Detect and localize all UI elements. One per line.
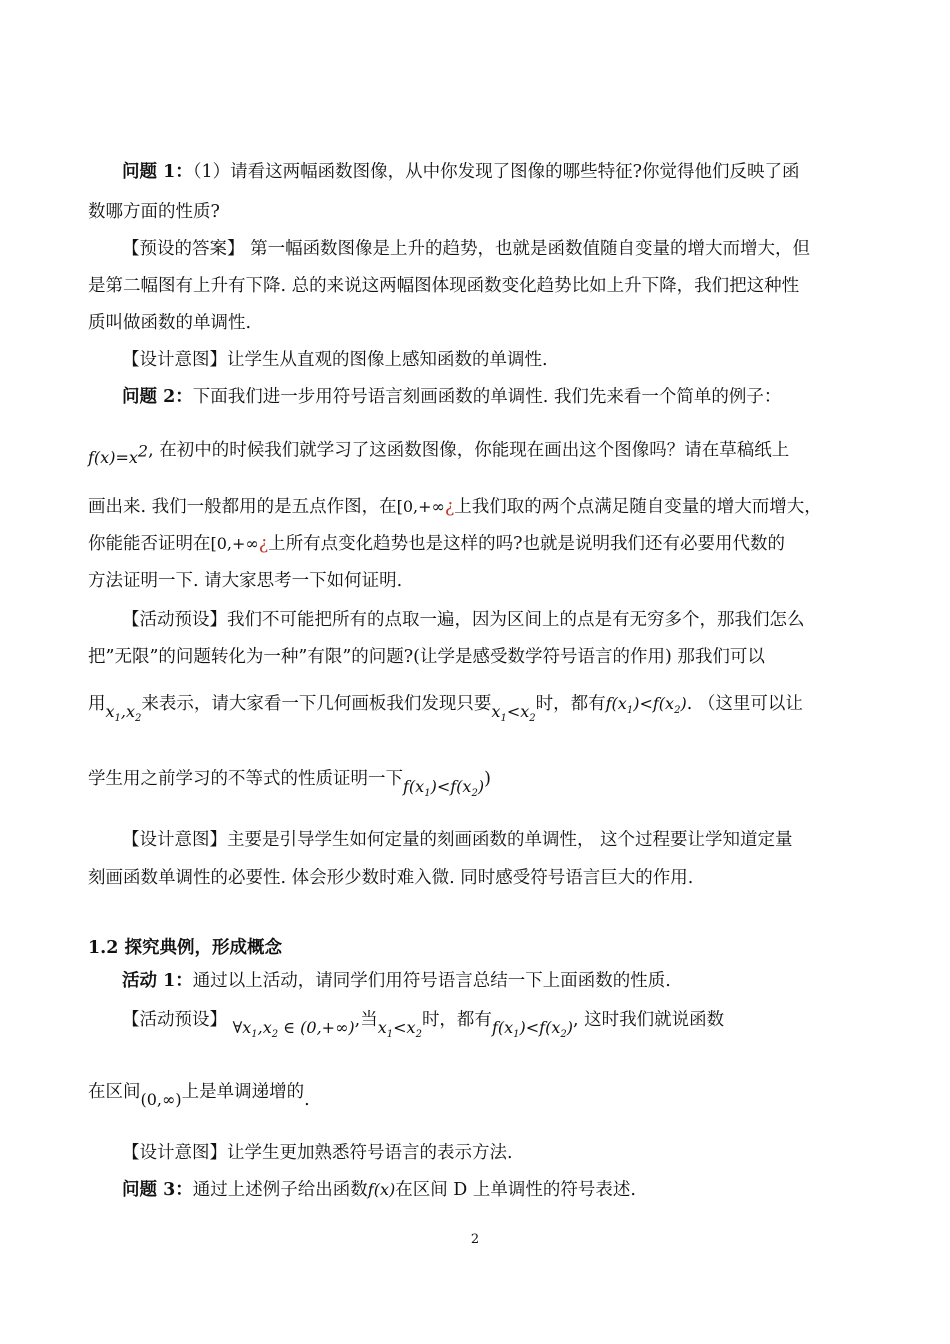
activity-preset2-label: 【活动预设】	[122, 1010, 227, 1030]
preset-answer-line3: 质叫做函数的单调性.	[88, 313, 252, 333]
interval-2: [0,+∞	[210, 534, 259, 553]
ap1-text-e: 学生用之前学习的不等式的性质证明一下	[88, 769, 403, 789]
q3-text-b: 在区间 D 上单调性的符号表述.	[395, 1180, 636, 1200]
q3-text-a: 通过上述例子给出函数	[192, 1180, 368, 1200]
activity-preset1-line3	[88, 692, 880, 723]
design-intent-3	[122, 1141, 880, 1165]
q2-after-formula: , 在初中的时候我们就学习了这函数图像，你能现在画出这个图像吗？请在草稿纸上	[148, 440, 790, 461]
q2-line3-tail: 上我们取的两个点满足随自变量的增大而增大，	[454, 497, 822, 517]
activity-preset1-line4	[88, 767, 880, 798]
q2-text: 下面我们进一步用符号语言刻画函数的单调性. 我们先来看一个简单的例子：	[192, 387, 782, 407]
ap2-text-d: , 这时我们就说函数	[573, 1010, 725, 1030]
design-intent-2-line1	[122, 828, 880, 852]
ap2-text-e: 在区间	[88, 1082, 141, 1102]
ap2-text-c: 时，都有	[421, 1010, 492, 1030]
design-intent-2-line2: 刻画函数单调性的必要性. 体会形少数时难入微. 同时感受符号语言巨大的作用.	[88, 868, 694, 888]
formula-fx1-lt-fx2-c: $f(x_1)<f(x_2)$	[491, 1018, 573, 1041]
q2-line3	[88, 495, 880, 519]
q2-line4-tail: 上所有点变化趋势也是这样的吗?也就是说明我们还有必要用代数的	[268, 534, 786, 554]
q2-line3-text: 画出来. 我们一般都用的是五点作图，在	[88, 497, 397, 517]
activity-preset1-label: 【活动预设】	[122, 610, 227, 630]
preset-answer-line2: 是第二幅图有上升有下降. 总的来说这两幅图体现函数变化趋势比如上升下降，我们把这种性	[88, 276, 800, 296]
glitch-char-1: ¿	[444, 497, 455, 517]
ap1-text-a: 用	[88, 694, 106, 714]
preset-answer-label: 【预设的答案】	[122, 239, 245, 259]
activity1-label: 活动 1：	[122, 971, 193, 991]
q3-line	[122, 1178, 880, 1202]
ap2-when: 当	[360, 1010, 378, 1030]
activity-preset1-line2: 把”无限”的问题转化为一种”有限”的问题?(让学是感受数学符号语言的作用) 那我们可以	[88, 647, 765, 667]
ap1-text-c: 时，都有	[535, 694, 606, 714]
activity-preset1-line1	[122, 608, 880, 632]
formula-fx-x2: $f(x)=x^2$	[88, 442, 149, 468]
design2-label: 【设计意图】	[122, 830, 227, 850]
design-intent-1	[122, 348, 880, 372]
preset-answer-line1	[122, 237, 880, 261]
glitch-char-2: ¿	[258, 534, 269, 554]
design3-text: 让学生更加熟悉符号语言的表示方法.	[227, 1143, 513, 1163]
q1-line2: 数哪方面的性质?	[88, 202, 220, 222]
ap2-period: .	[304, 1090, 310, 1110]
q2-line4	[88, 532, 880, 556]
q1-text: （1）请看这两幅函数图像，从中你发现了图像的哪些特征?你觉得他们反映了函	[192, 162, 800, 182]
activity-preset2-line1	[122, 1008, 880, 1039]
page-number: 2	[470, 1232, 480, 1247]
formula-fx: f(x)	[367, 1180, 396, 1199]
ap1-text-f: )	[484, 769, 491, 789]
ap2-comma: ,	[354, 1010, 361, 1030]
design2-text1: 主要是引导学生如何定量的刻画函数的单调性， 这个过程要让学知道定量	[227, 830, 793, 850]
q1-line1	[122, 160, 880, 184]
design1-label: 【设计意图】	[122, 350, 227, 370]
ap1-text-b: 来表示，请大家看一下几何画板我们发现只要	[141, 694, 492, 714]
formula-x1-lt-x2-b: $x_1<x_2$	[377, 1018, 422, 1041]
formula-fx1-lt-fx2: $f(x_1)<f(x_2)$	[605, 694, 687, 717]
design1-text: 让学生从直观的图像上感知函数的单调性.	[227, 350, 548, 370]
q2-line4-head: 你能能否证明在	[88, 534, 211, 554]
formula-forall: $\forall x_1,x_2$ ∈ (0,+∞)	[232, 1018, 355, 1041]
section-heading: 1.2 探究典例，形成概念	[88, 938, 283, 958]
interval-1: [0,+∞	[396, 497, 445, 516]
activity1-line	[122, 969, 880, 993]
ap2-text-f: 上是单调递增的	[181, 1082, 305, 1102]
activity-preset1-text1: 我们不可能把所有的点取一遍，因为区间上的点是有无穷多个，那我们怎么	[227, 610, 805, 630]
q1-label: 问题 1：	[122, 162, 193, 182]
formula-x1-lt-x2: $x_1<x_2$	[491, 702, 536, 725]
q2-line5: 方法证明一下. 请大家思考一下如何证明.	[88, 571, 403, 591]
q2-line2	[88, 432, 880, 468]
q2-label: 问题 2：	[122, 387, 193, 407]
interval-0-inf: (0,∞)	[140, 1090, 182, 1109]
activity1-text: 通过以上活动，请同学们用符号语言总结一下上面函数的性质.	[192, 971, 671, 991]
preset-answer-text1: 第一幅函数图像是上升的趋势，也就是函数值随自变量的增大而增大，但	[244, 239, 811, 259]
formula-x1-x2: $x_1,x_2$	[105, 702, 142, 725]
activity-preset2-line2	[88, 1080, 880, 1110]
formula-fx1-lt-fx2-b: $f(x_1)<f(x_2)$	[403, 777, 485, 800]
design3-label: 【设计意图】	[122, 1143, 227, 1163]
q2-line1	[122, 385, 880, 409]
ap1-text-d: . （这里可以让	[686, 694, 803, 714]
q3-label: 问题 3：	[122, 1180, 193, 1200]
